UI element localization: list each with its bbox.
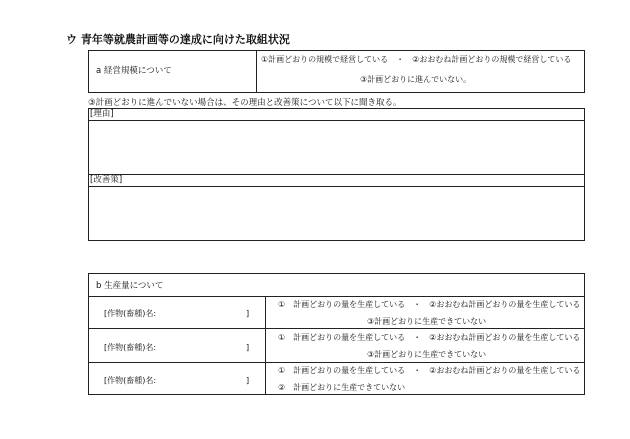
production-table-divider <box>265 296 266 395</box>
crop-name-close: ] <box>246 309 250 318</box>
crop-name-close: ] <box>246 343 250 352</box>
crop-name-label: [作物(畜種)名: <box>104 343 157 352</box>
production-option-line2[interactable]: ② 計画どおりに生産できていない <box>278 383 406 392</box>
crop-name-label: [作物(畜種)名: <box>104 309 157 318</box>
production-option-line1[interactable]: ① 計画どおりの量を生産している ・ ②おおむね計画どおりの量を生産している <box>278 366 581 375</box>
production-label: b 生産量について <box>96 281 164 291</box>
production-option-line1[interactable]: ① 計画どおりの量を生産している ・ ②おおむね計画どおりの量を生産している <box>278 333 581 342</box>
production-row-rule-1 <box>88 328 585 329</box>
scale-label: a 経営規模について <box>96 66 172 76</box>
improvement-label: [改善策] <box>90 175 123 185</box>
reason-label: [理由] <box>90 109 114 119</box>
section-title: ウ 青年等就農計画等の達成に向けた取組状況 <box>66 33 290 46</box>
reason-box[interactable] <box>88 108 585 175</box>
crop-name-label: [作物(畜種)名: <box>104 376 157 385</box>
scale-option-line1[interactable]: ①計画どおりの規模で経営している ・ ②おおむね計画どおりの規模で経営している <box>261 55 572 64</box>
scale-table-divider <box>256 50 257 93</box>
production-option-line2[interactable]: ③計画どおりに生産できていない <box>367 317 487 326</box>
instruction-text: ③計画どおりに進んでいない場合は、その理由と改善策について以下に聞き取る。 <box>88 98 402 108</box>
production-row-rule-2 <box>88 362 585 363</box>
crop-name-close: ] <box>246 376 250 385</box>
production-option-line2[interactable]: ③計画どおりに生産できていない <box>367 350 487 359</box>
reason-box-rule <box>88 120 585 121</box>
improvement-box[interactable] <box>88 174 585 241</box>
improvement-box-rule <box>88 186 585 187</box>
production-option-line1[interactable]: ① 計画どおりの量を生産している ・ ②おおむね計画どおりの量を生産している <box>278 300 581 309</box>
production-header-rule <box>88 296 585 297</box>
scale-option-line2[interactable]: ③計画どおりに進んでいない。 <box>360 75 472 84</box>
